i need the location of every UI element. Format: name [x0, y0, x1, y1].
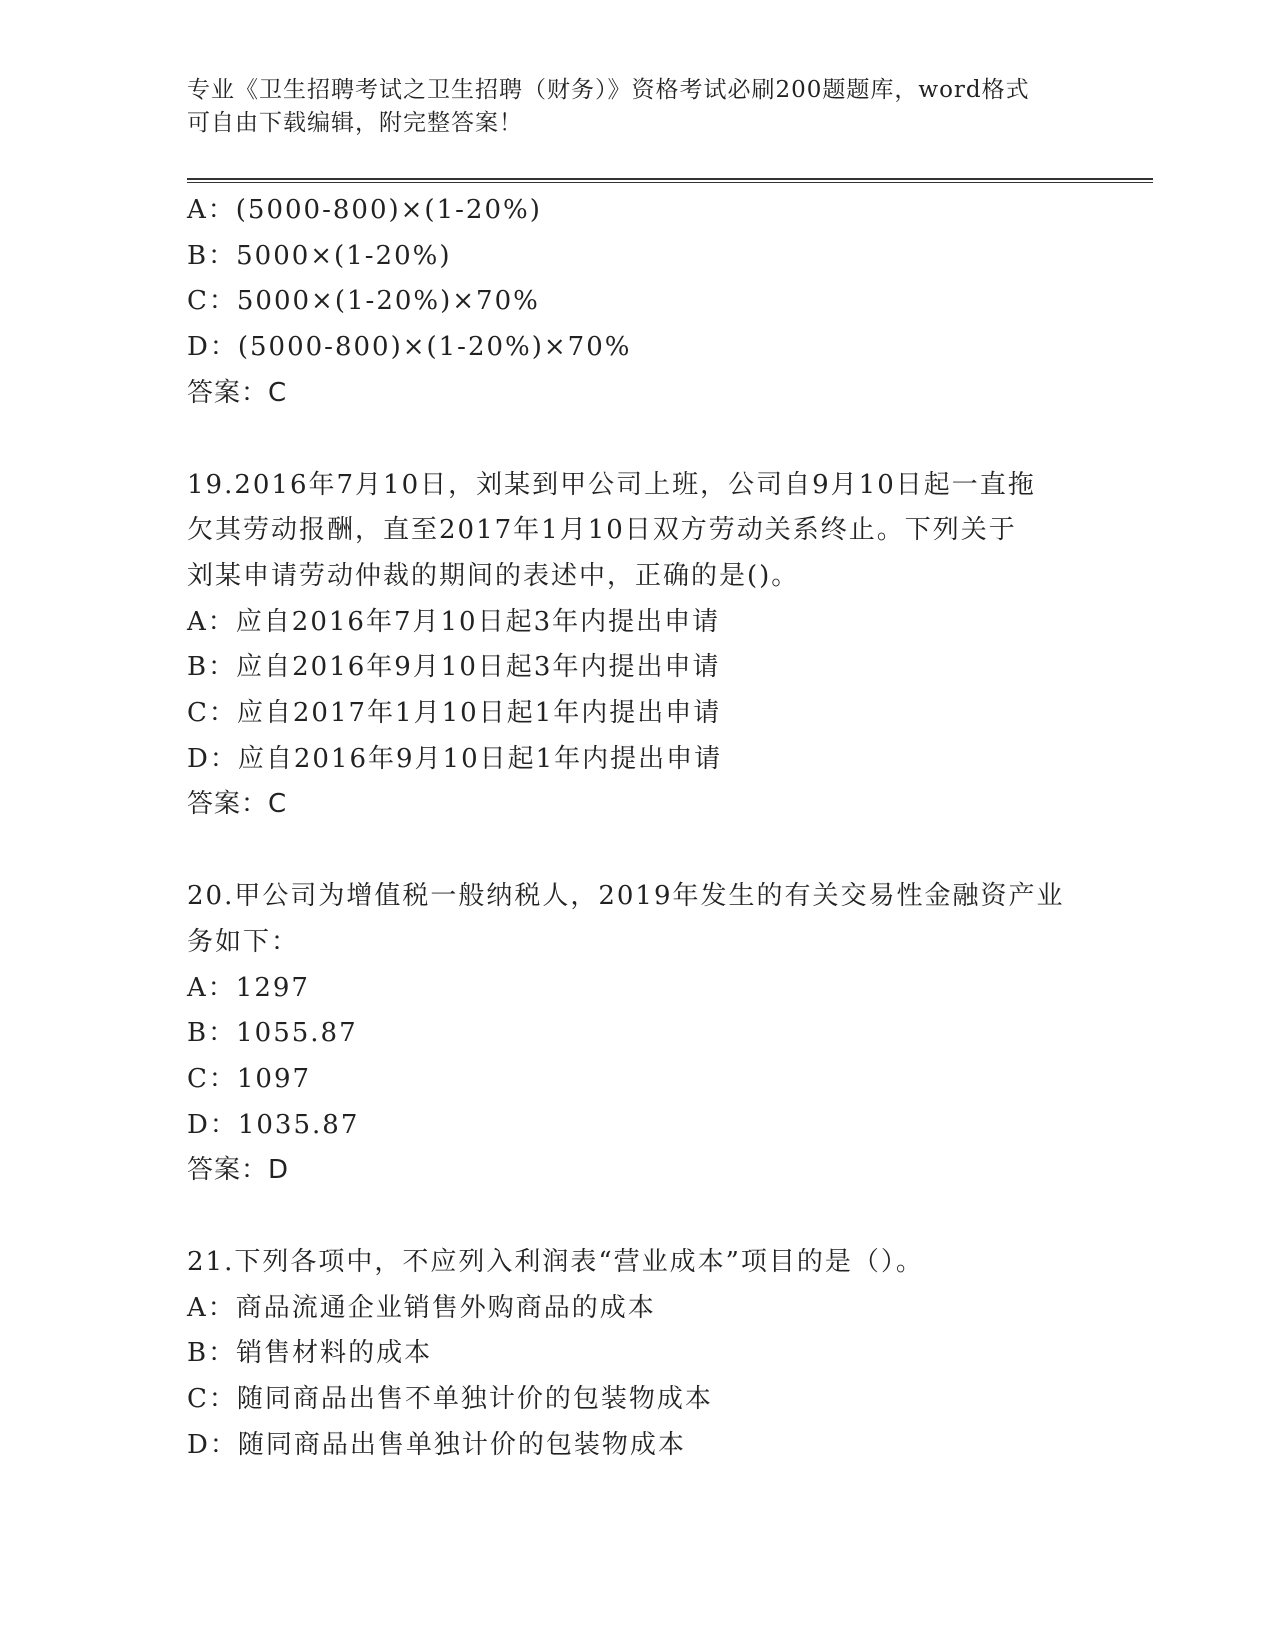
option-a: A：(5000-800)×(1-20%) — [187, 195, 542, 225]
option-d: D：1035.87 — [187, 1109, 360, 1140]
question-21 — [187, 1240, 1117, 1469]
header-title-line-2: 可自由下载编辑，附完整答案！ — [187, 110, 523, 136]
answer: 答案：C — [187, 789, 288, 820]
option-b: B：5000×(1-20%) — [187, 240, 452, 271]
question-stem-line: 20.甲公司为增值税一般纳税人，2019年发生的有关交易性金融资产业 — [187, 881, 1065, 912]
option-c: C：1097 — [187, 1063, 312, 1094]
page-header — [187, 74, 1087, 140]
question-19 — [187, 463, 1117, 829]
question-stem-line: 19.2016年7月10日，刘某到甲公司上班，公司自9月10日起一直拖 — [187, 469, 1036, 500]
option-c: C：应自2017年1月10日起1年内提出申请 — [187, 698, 722, 729]
header-title-line-1: 专业《卫生招聘考试之卫生招聘（财务）》资格考试必刷200题题库，word格式 — [187, 77, 1030, 103]
header-divider — [187, 178, 1153, 183]
question-list — [187, 188, 1117, 1469]
option-a: A：应自2016年7月10日起3年内提出申请 — [187, 606, 721, 637]
answer: 答案：D — [187, 1155, 290, 1186]
spacer — [187, 1194, 1117, 1240]
option-d: D：随同商品出售单独计价的包装物成本 — [187, 1429, 686, 1460]
option-b: B：销售材料的成本 — [187, 1338, 433, 1369]
question-stem-line: 务如下： — [187, 926, 300, 957]
question-stem-line: 刘某申请劳动仲裁的期间的表述中，正确的是()。 — [187, 560, 800, 591]
question-stem-line: 欠其劳动报酬，直至2017年1月10日双方劳动关系终止。下列关于 — [187, 515, 1017, 546]
spacer — [187, 828, 1117, 874]
option-c: C：5000×(1-20%)×70% — [187, 286, 540, 317]
answer: 答案：C — [187, 377, 288, 408]
option-d: D：(5000-800)×(1-20%)×70% — [187, 332, 632, 363]
option-b: B：应自2016年9月10日起3年内提出申请 — [187, 652, 721, 683]
option-b: B：1055.87 — [187, 1018, 358, 1049]
option-a: A：商品流通企业销售外购商品的成本 — [187, 1292, 656, 1323]
question-18 — [187, 188, 1117, 417]
question-stem-line: 21.下列各项中，不应列入利润表“营业成本”项目的是（）。 — [187, 1247, 924, 1278]
option-a: A：1297 — [187, 972, 310, 1003]
question-20 — [187, 874, 1117, 1194]
spacer — [187, 417, 1117, 463]
option-c: C：随同商品出售不单独计价的包装物成本 — [187, 1384, 713, 1415]
option-d: D：应自2016年9月10日起1年内提出申请 — [187, 743, 723, 774]
